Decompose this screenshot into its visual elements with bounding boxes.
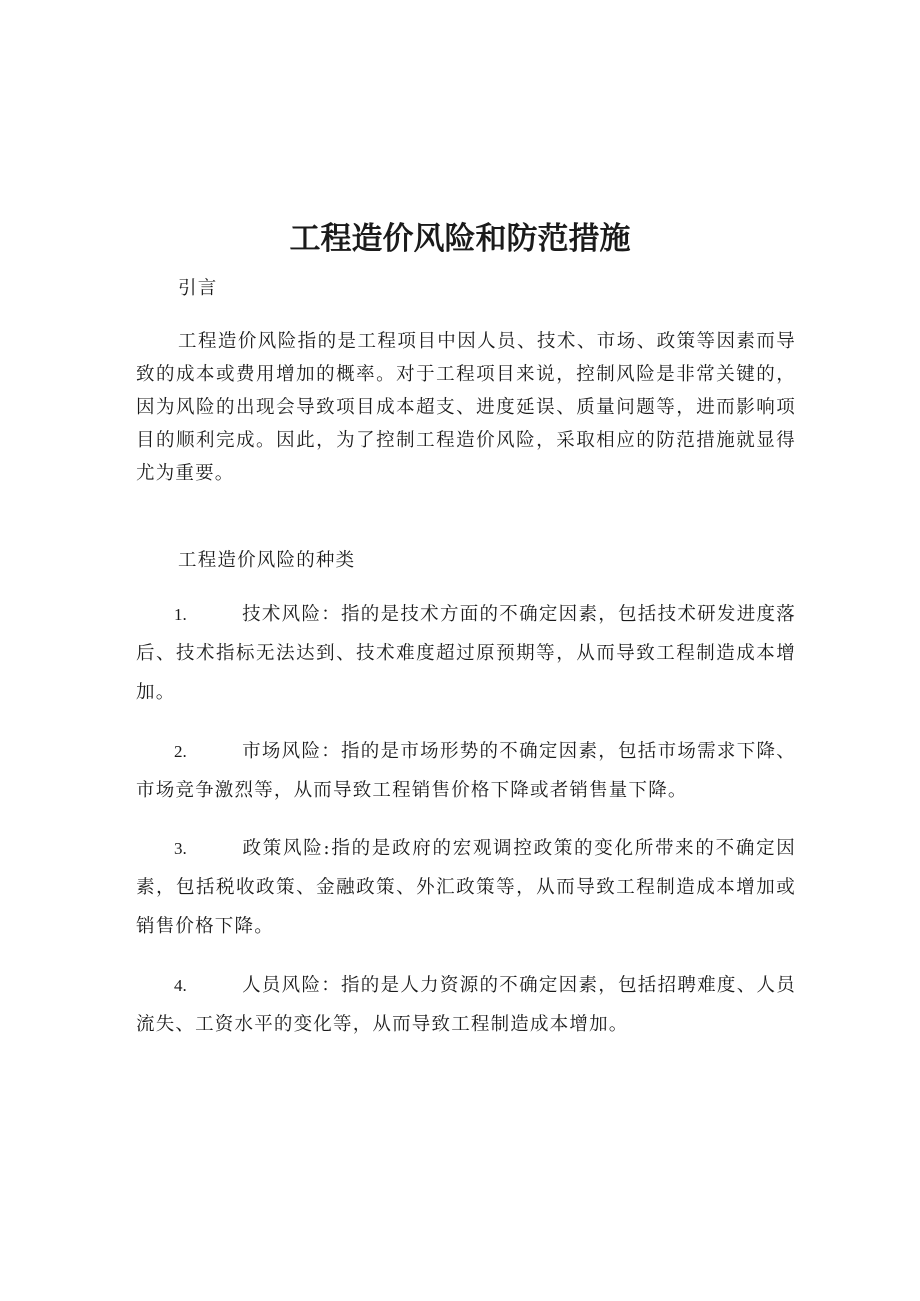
document-title: 工程造价风险和防范措施: [289, 221, 631, 257]
list-item-text: 人员风险：指的是人力资源的不确定因素，包括招聘难度、人员流失、工资水平的变化等，从而导致工程制造成本增加。: [136, 975, 796, 1035]
list-item-number: 4.: [174, 976, 187, 995]
intro-paragraph: 工程造价风险指的是工程项目中因人员、技术、市场、政策等因素而导致的成本或费用增加的概率。对于工程项目来说，控制风险是非常关键的，因为风险的出现会导致项目成本超支、进度延误、质量问题等，进而影响项目的顺利完成。因此，为了控制工程造价风险，采取相应的防范措施就显得尤为重要。: [136, 331, 796, 484]
list-item-text: 技术风险：指的是技术方面的不确定因素，包括技术研发进度落后、技术指标无法达到、技术难度超过原预期等，从而导致工程制造成本增加。: [136, 604, 796, 703]
list-item: [136, 966, 796, 1044]
types-heading: 工程造价风险的种类: [178, 550, 356, 571]
intro-heading: 引言: [178, 278, 218, 299]
list-item-text: 市场风险：指的是市场形势的不确定因素，包括市场需求下降、市场竞争激烈等，从而导致工程销售价格下降或者销售量下降。: [136, 741, 796, 801]
list-item-text: 政策风险:指的是政府的宏观调控政策的变化所带来的不确定因素，包括税收政策、金融政策、外汇政策等，从而导致工程制造成本增加或销售价格下降。: [136, 838, 796, 937]
list-item-number: 3.: [174, 839, 187, 858]
list-item: [136, 595, 796, 712]
list-item-number: 1.: [174, 605, 187, 624]
list-item: [136, 829, 796, 946]
list-item: [136, 732, 796, 810]
list-item-number: 2.: [174, 742, 187, 761]
